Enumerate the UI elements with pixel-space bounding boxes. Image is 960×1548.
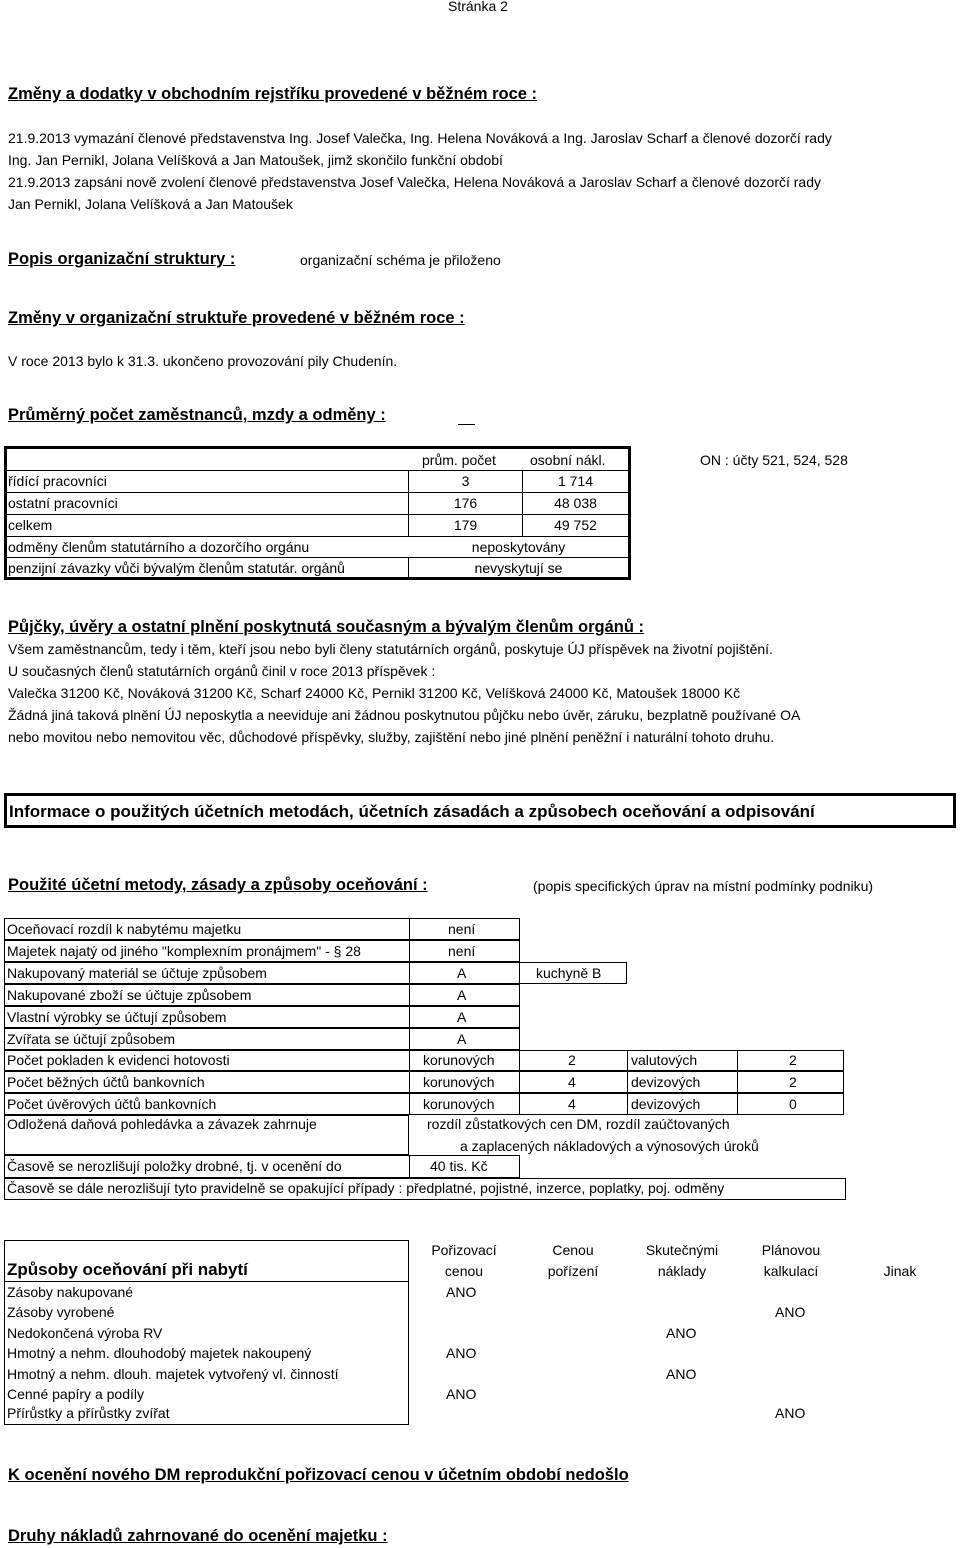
emp-row-count: 3 bbox=[461, 473, 470, 489]
col-divider bbox=[519, 1093, 520, 1115]
org-structure-heading: Popis organizační struktury : bbox=[8, 250, 236, 268]
methods-heading: Použité účetní metody, zásady a způsoby oceňování : bbox=[8, 876, 428, 894]
col-divider bbox=[409, 1071, 410, 1093]
emp-row-label: penzijní závazky vůči bývalým členům statutár. orgánů bbox=[8, 560, 345, 576]
col-divider bbox=[409, 1006, 410, 1028]
registry-line-2: Ing. Jan Pernikl, Jolana Velíšková a Jan Matoušek, jimž skončilo funkční období bbox=[8, 152, 503, 168]
col-header-count: prům. počet bbox=[422, 452, 496, 468]
loans-line-5: nebo movitou nebo nemovitou věc, důchodové příspěvky, služby, zajištění nebo jiné plnění peněžní i naturální tohoto druhu. bbox=[8, 729, 775, 745]
method-value: není bbox=[448, 921, 476, 937]
val-yes: ANO bbox=[666, 1325, 697, 1341]
emp-row-label: ostatní pracovníci bbox=[8, 495, 118, 511]
loans-line-4: Žádná jiná taková plnění ÚJ neposkytla a neeviduje ani žádnou poskytnutou půjčku nebo úvěr, záruku, bezplatně používané OA bbox=[8, 707, 801, 723]
registry-heading: Změny a dodatky v obchodním rejstříku provedené v běžném roce : bbox=[8, 85, 538, 103]
val-col3-line1: Skutečnými bbox=[645, 1242, 719, 1258]
method-value: 40 tis. Kč bbox=[430, 1158, 488, 1174]
row-divider bbox=[4, 1281, 409, 1282]
valuation-heading: Způsoby oceňování při nabytí bbox=[7, 1260, 248, 1279]
row-divider bbox=[4, 536, 631, 537]
col-divider bbox=[409, 962, 410, 984]
method-currency: korunových bbox=[423, 1074, 495, 1090]
org-changes-text: V roce 2013 bylo k 31.3. ukončeno provozování pily Chudenín. bbox=[8, 353, 398, 369]
org-structure-value: organizační schéma je přiloženo bbox=[300, 252, 501, 268]
col-divider bbox=[627, 1050, 628, 1071]
col-divider bbox=[627, 1071, 628, 1093]
col-divider bbox=[409, 1155, 410, 1178]
val-col4-line2: kalkulací bbox=[763, 1263, 819, 1279]
val-row-label: Cenné papíry a podíly bbox=[7, 1386, 144, 1402]
method-value: A bbox=[457, 1031, 467, 1047]
method-label: Vlastní výrobky se účtují způsobem bbox=[7, 1009, 227, 1025]
col-divider bbox=[519, 1050, 520, 1071]
val-row-label: Nedokončená výroba RV bbox=[7, 1325, 163, 1341]
col-divider bbox=[409, 918, 410, 940]
method-label: Oceňovací rozdíl k nabytému majetku bbox=[7, 921, 242, 937]
val-col4-line1: Plánovou bbox=[761, 1242, 821, 1258]
val-yes: ANO bbox=[775, 1304, 806, 1320]
emp-row-count: 176 bbox=[453, 495, 478, 511]
employees-note: ON : účty 521, 524, 528 bbox=[700, 452, 848, 468]
method-label: Časově se dále nerozlišují tyto pravidelně se opakující případy : předplatné, pojistné, inzerce, poplatky, poj. odměny bbox=[7, 1180, 725, 1196]
col-divider bbox=[409, 1093, 410, 1115]
method-value: A bbox=[457, 1009, 467, 1025]
val-yes: ANO bbox=[775, 1405, 806, 1421]
method-label: Počet pokladen k evidenci hotovosti bbox=[7, 1052, 230, 1068]
emp-row-label: řídící pracovníci bbox=[8, 473, 107, 489]
col-divider bbox=[409, 1028, 410, 1050]
employees-heading: Průměrný počet zaměstnanců, mzdy a odměny : bbox=[8, 406, 386, 424]
methods-subnote: (popis specifických úprav na místní podmínky podniku) bbox=[533, 878, 874, 894]
val-col1-line1: Pořizovací bbox=[431, 1242, 497, 1258]
col-divider bbox=[519, 962, 520, 984]
col-divider bbox=[409, 984, 410, 1006]
method-count: 0 bbox=[789, 1096, 797, 1112]
col-divider bbox=[627, 1093, 628, 1115]
loans-line-2: U současných členů statutárních orgánů činil v roce 2013 příspěvek : bbox=[8, 663, 436, 679]
method-count: 2 bbox=[568, 1052, 576, 1068]
dm-note: K ocenění nového DM reprodukční pořizovací cenou v účetním období nedošlo bbox=[8, 1466, 629, 1484]
row-divider bbox=[4, 492, 631, 493]
method-currency: korunových bbox=[423, 1052, 495, 1068]
val-col2-line1: Cenou bbox=[552, 1242, 594, 1258]
method-count: 4 bbox=[568, 1096, 576, 1112]
registry-line-4: Jan Pernikl, Jolana Velíšková a Jan Matoušek bbox=[8, 196, 293, 212]
registry-line-1: 21.9.2013 vymazání členové představenstva Ing. Josef Valečka, Ing. Helena Nováková a Ing. Jaroslav Scharf a členové dozorčí rady bbox=[8, 130, 832, 146]
method-label: Nakupované zboží se účtuje způsobem bbox=[7, 987, 252, 1003]
emp-row-cost: 1 714 bbox=[557, 473, 594, 489]
emp-row-label: celkem bbox=[8, 517, 53, 533]
col-header-cost: osobní nákl. bbox=[530, 452, 606, 468]
method-value: A bbox=[457, 965, 467, 981]
methods-banner bbox=[4, 793, 956, 828]
method-value: není bbox=[448, 943, 476, 959]
method-count: 2 bbox=[789, 1052, 797, 1068]
col-divider bbox=[519, 1071, 520, 1093]
val-col2-line2: pořízení bbox=[547, 1263, 599, 1279]
col-divider bbox=[737, 1093, 738, 1115]
method-label: Majetek najatý od jiného "komplexním pronájmem" - § 28 bbox=[7, 943, 361, 959]
val-yes: ANO bbox=[446, 1345, 477, 1361]
col-divider bbox=[409, 1050, 410, 1071]
method-label: Nakupovaný materiál se účtuje způsobem bbox=[7, 965, 267, 981]
row-divider bbox=[4, 557, 631, 558]
col-divider bbox=[737, 1071, 738, 1093]
row-divider bbox=[4, 470, 631, 471]
val-yes: ANO bbox=[446, 1284, 477, 1300]
emp-row-label: odměny členům statutárního a dozorčího orgánu bbox=[8, 539, 310, 555]
org-changes-heading: Změny v organizační struktuře provedené v běžném roce : bbox=[8, 309, 465, 327]
method-label: Zvířata se účtují způsobem bbox=[7, 1031, 176, 1047]
method-value: A bbox=[457, 987, 467, 1003]
method-currency: valutových bbox=[631, 1052, 698, 1068]
col-divider bbox=[409, 940, 410, 962]
method-currency: devizových bbox=[631, 1074, 701, 1090]
method-value-line-1: rozdíl zůstatkových cen DM, rozdíl zaúčtovaných bbox=[427, 1116, 730, 1132]
val-col1-line2: cenou bbox=[444, 1263, 484, 1279]
emp-row-cost: 49 752 bbox=[554, 517, 597, 533]
method-extra: kuchyně B bbox=[536, 965, 602, 981]
val-row-label: Zásoby vyrobené bbox=[7, 1304, 115, 1320]
val-yes: ANO bbox=[446, 1386, 477, 1402]
costs-heading: Druhy nákladů zahrnované do ocenění majetku : bbox=[8, 1527, 388, 1545]
val-row-label: Hmotný a nehm. dlouhodobý majetek nakoupený bbox=[7, 1345, 312, 1361]
method-count: 4 bbox=[568, 1074, 576, 1090]
method-count: 2 bbox=[789, 1074, 797, 1090]
method-currency: korunových bbox=[423, 1096, 495, 1112]
loans-line-3: Valečka 31200 Kč, Nováková 31200 Kč, Scharf 24000 Kč, Pernikl 31200 Kč, Velíšková 24000 Kč, Matoušek 18000 Kč bbox=[8, 685, 741, 701]
loans-line-1: Všem zaměstnancům, tedy i těm, kteří jsou nebo byli členy statutárních orgánů, poskytuje ÚJ příspěvek na životní pojištění. bbox=[8, 641, 773, 657]
val-row-label: Zásoby nakupované bbox=[7, 1284, 134, 1300]
method-currency: devizových bbox=[631, 1096, 701, 1112]
emp-row-value: nevyskytují se bbox=[474, 560, 563, 576]
methods-banner-text: Informace o použitých účetních metodách, účetních zásadách a způsobech oceňování a odpisování bbox=[9, 802, 815, 821]
emp-row-cost: 48 038 bbox=[554, 495, 597, 511]
emp-row-value: neposkytovány bbox=[471, 539, 566, 555]
method-value-line-2: a zaplacených nákladových a výnosových úroků bbox=[460, 1138, 759, 1154]
val-col3-line2: náklady bbox=[657, 1263, 707, 1279]
row-divider bbox=[4, 514, 631, 515]
method-label: Časově se nerozlišují položky drobné, tj. v ocenění do bbox=[7, 1158, 342, 1174]
emp-row-count: 179 bbox=[453, 517, 478, 533]
registry-line-3: 21.9.2013 zapsáni nově zvolení členové představenstva Josef Valečka, Helena Nováková a Jaroslav Scharf a členové dozorčí rady bbox=[8, 174, 821, 190]
method-label: Počet úvěrových účtů bankovních bbox=[7, 1096, 217, 1112]
col-divider bbox=[737, 1050, 738, 1071]
method-label: Odložená daňová pohledávka a závazek zahrnuje bbox=[7, 1116, 317, 1132]
heading-underline-extension bbox=[458, 424, 475, 425]
val-yes: ANO bbox=[666, 1366, 697, 1382]
page-label: Stránka 2 bbox=[448, 0, 508, 14]
val-col5: Jinak bbox=[883, 1263, 917, 1279]
val-row-label: Hmotný a nehm. dlouh. majetek vytvořený vl. činností bbox=[7, 1366, 339, 1382]
val-row-label: Přírůstky a přírůstky zvířat bbox=[7, 1405, 170, 1421]
method-label: Počet běžných účtů bankovních bbox=[7, 1074, 205, 1090]
loans-heading: Půjčky, úvěry a ostatní plnění poskytnutá současným a bývalým členům orgánů : bbox=[8, 618, 645, 636]
